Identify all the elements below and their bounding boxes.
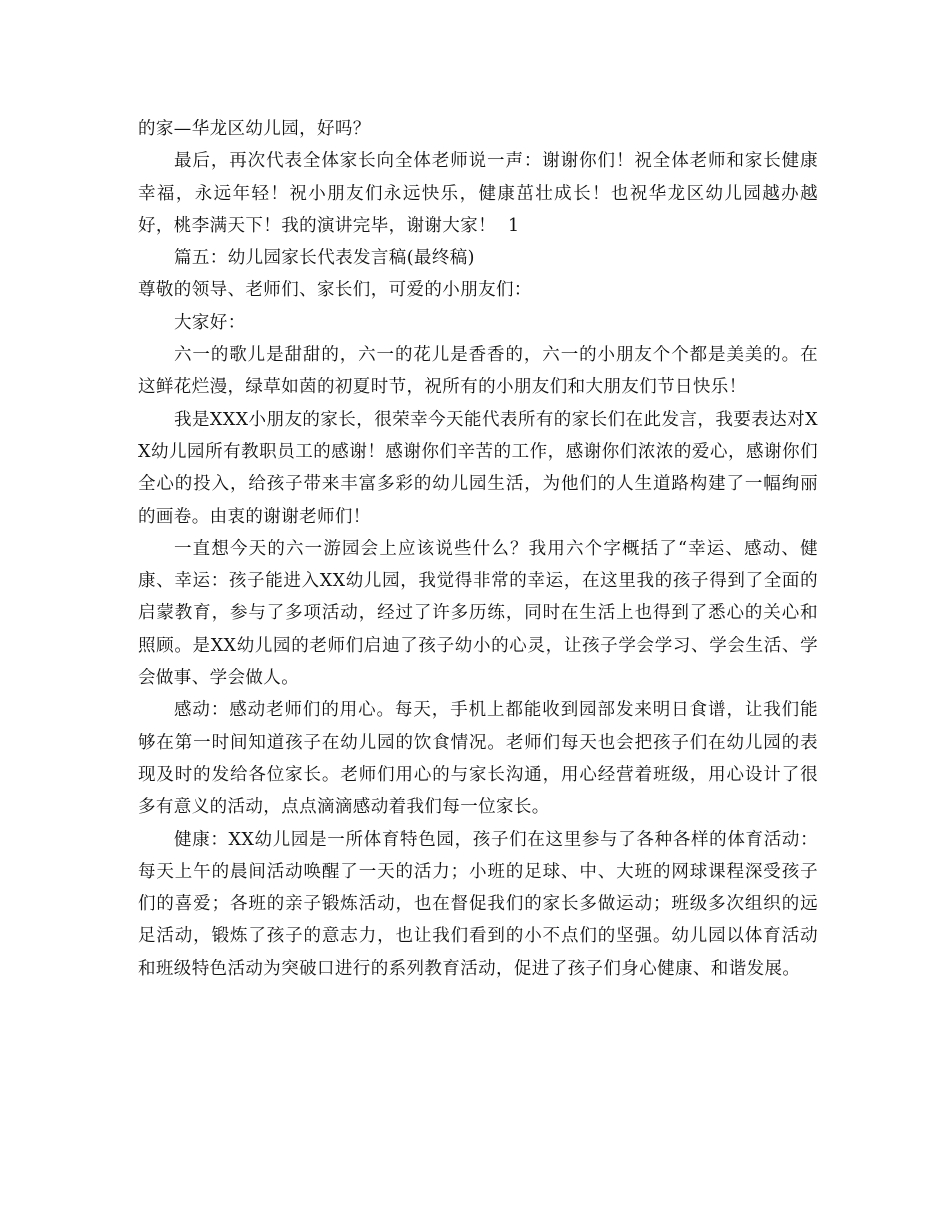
salutation	[138, 274, 818, 306]
paragraph-text: 的家—华龙区幼儿园，好吗？	[138, 119, 371, 139]
section-heading	[138, 242, 818, 274]
paragraph	[138, 113, 818, 145]
paragraph-text: 我是XXX小朋友的家长，很荣幸今天能代表所有的家长们在此发言，我要表达对XX幼儿园所有教职员工的感谢！感谢你们辛苦的工作，感谢你们浓浓的爱心，感谢你们全心的投入，给孩子带来丰富多彩的幼儿园生活，为他们的人生道路构建了一幅绚丽的画卷。由衷的谢谢老师们！	[138, 409, 818, 527]
paragraph-text: 六一的歌儿是甜甜的，六一的花儿是香香的，六一的小朋友个个都是美美的。在这鲜花烂漫，绿草如茵的初夏时节，祝所有的小朋友们和大朋友们节日快乐！	[138, 345, 818, 398]
paragraph	[138, 533, 818, 694]
document-body	[138, 113, 818, 985]
paragraph	[138, 694, 818, 823]
section-heading-text: 篇五：幼儿园家长代表发言稿(最终稿)	[174, 248, 475, 269]
paragraph	[138, 339, 818, 404]
paragraph	[138, 404, 818, 533]
greeting	[138, 307, 818, 339]
paragraph	[138, 145, 818, 242]
greeting-text: 大家好：	[174, 312, 246, 333]
paragraph-text: 一直想今天的六一游园会上应该说些什么？我用六个字概括了“幸运、感动、健康、幸运：孩子能进入XX幼儿园，我觉得非常的幸运，在这里我的孩子得到了全面的启蒙教育，参与了多项活动，经过了许多历练，同时在生活上也得到了悉心的关心和照顾。是XX幼儿园的老师们启迪了孩子幼小的心灵，让孩子学会学习、学会生活、学会做事、学会做人。	[138, 538, 818, 689]
paragraph-text: 感动：感动老师们的用心。每天，手机上都能收到园部发来明日食谱，让我们能够在第一时间知道孩子在幼儿园的饮食情况。老师们每天也会把孩子们在幼儿园的表现及时的发给各位家长。老师们用心的与家长沟通，用心经营着班级，用心设计了很多有意义的活动，点点滴滴感动着我们每一位家长。	[138, 700, 818, 818]
salutation-text: 尊敬的领导、老师们、家长们，可爱的小朋友们：	[138, 280, 532, 301]
paragraph	[138, 824, 818, 985]
footnote-marker: 1	[508, 215, 520, 236]
paragraph-text: 最后，再次代表全体家长向全体老师说一声：谢谢你们！祝全体老师和家长健康幸福，永远年轻！祝小朋友们永远快乐，健康茁壮成长！也祝华龙区幼儿园越办越好，桃李满天下！我的演讲完毕，谢谢大家！	[138, 151, 818, 236]
paragraph-text: 健康：XX幼儿园是一所体育特色园，孩子们在这里参与了各种各样的体育活动：每天上午的晨间活动唤醒了一天的活力；小班的足球、中、大班的网球课程深受孩子们的喜爱；各班的亲子锻炼活动，也在督促我们的家长多做运动；班级多次组织的远足活动，锻炼了孩子的意志力，也让我们看到的小不点们的坚强。幼儿园以体育活动和班级特色活动为突破口进行的系列教育活动，促进了孩子们身心健康、和谐发展。	[138, 829, 818, 979]
